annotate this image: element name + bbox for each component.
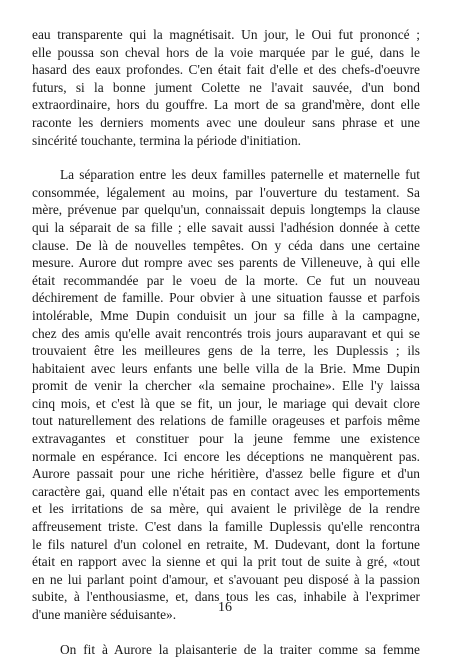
text-line: qui la séparait de sa fille ; elle savait aussi l'adhésion donnée à cette — [32, 219, 420, 235]
text-line: et les irritations de sa mère, qui avaient le privilège de la rendre — [32, 501, 420, 517]
text-line: raconte les derniers moments avec une douleur sans phrase et une — [32, 114, 420, 130]
text-line: consommée, légalement au moins, par l'ouverture du testament. Sa — [32, 184, 420, 200]
paragraph-gap — [32, 149, 420, 166]
paragraph-2 — [32, 166, 420, 623]
body-text — [32, 26, 420, 658]
text-line: sincérité touchante, termina la période d'initiation. — [32, 132, 302, 148]
page-number: 16 — [218, 600, 232, 615]
text-line: elle poussa son cheval hors de la voie marquée par le gué, dans le — [32, 44, 420, 60]
text-line: caractère gai, quand elle n'était pas en contact avec les emportements — [32, 483, 420, 499]
text-line: La séparation entre les deux familles paternelle et maternelle fut — [60, 167, 420, 183]
text-line: futurs, si la bonne jument Colette ne l'avait sauvée, d'un bond — [32, 79, 420, 95]
paragraph-1 — [32, 26, 420, 149]
text-line: mère, prévenue par quelqu'un, connaissait depuis longtemps la clause — [32, 202, 420, 218]
text-line: tout naturellement des relations de famille orageuses et parfois même — [32, 413, 420, 429]
text-line: était en rapport avec la sienne et qui la prit tout de suite à gré, «tout — [32, 554, 420, 570]
text-line: On fit à Aurore la plaisanterie de la traiter comme sa femme — [60, 641, 420, 657]
text-line: le fils naturel d'un colonel en retraite, M. Dudevant, dont la fortune — [32, 536, 420, 552]
text-line: Aurore passait pour une riche héritière, d'assez belle figure et d'un — [32, 466, 420, 482]
text-line: extraordinaire, hors du gouffre. La mort de sa grand'mère, dont elle — [32, 97, 420, 113]
text-line: affreusement triste. C'est dans la famille Duplessis qu'elle rencontra — [32, 519, 420, 535]
text-line: chez des amis qu'elle avait rencontrés trois jours auparavant et qui se — [32, 325, 420, 341]
text-line: eau transparente qui la magnétisait. Un jour, le Oui fut prononcé ; — [32, 27, 420, 42]
text-line: était recommandée par le voeu de la morte. Ce fut un nouveau — [32, 272, 420, 288]
paragraph-gap — [32, 624, 420, 641]
text-line: hasard des eaux profondes. C'en était fait d'elle et des chefs-d'oeuvre — [32, 62, 420, 78]
text-line: promit de venir la chercher «la semaine prochaine». Elle l'y laissa — [32, 378, 420, 394]
text-line: intolérable, Mme Dupin conduisit un jour sa fille à la campagne, — [32, 307, 420, 323]
text-line: habitaient avec leurs enfants une belle villa de la Brie. Mme Dupin — [32, 360, 420, 376]
text-line: subite, à l'enthousiasme, et, dans tous les cas, inhabile à l'exprimer — [32, 589, 420, 605]
text-line: d'une manière séduisante». — [32, 607, 177, 622]
paragraph-3 — [32, 641, 420, 658]
text-line: normale en espérance. Ici encore les déceptions ne manquèrent pas. — [32, 448, 420, 464]
text-line: en ne lui parlant point d'amour, et s'avouant peu disposé à la passion — [32, 571, 420, 587]
text-line: mesure. Aurore dut rompre avec ses parents de Villeneuve, à qui elle — [32, 255, 420, 271]
text-line: déchirement de famille. Pour obvier à une situation fausse et parfois — [32, 290, 420, 306]
text-line: extravagantes et constituer pour la jeune femme une existence — [32, 431, 420, 447]
text-line: clause. De là de nouvelles tempêtes. On y céda dans une certaine — [32, 237, 420, 253]
text-line: trouvaient être les meilleures gens de la terre, les Duplessis ; ils — [32, 343, 420, 359]
text-line: cinq mois, et c'est là que se fit, un jour, le mariage qui devait clore — [32, 395, 420, 411]
